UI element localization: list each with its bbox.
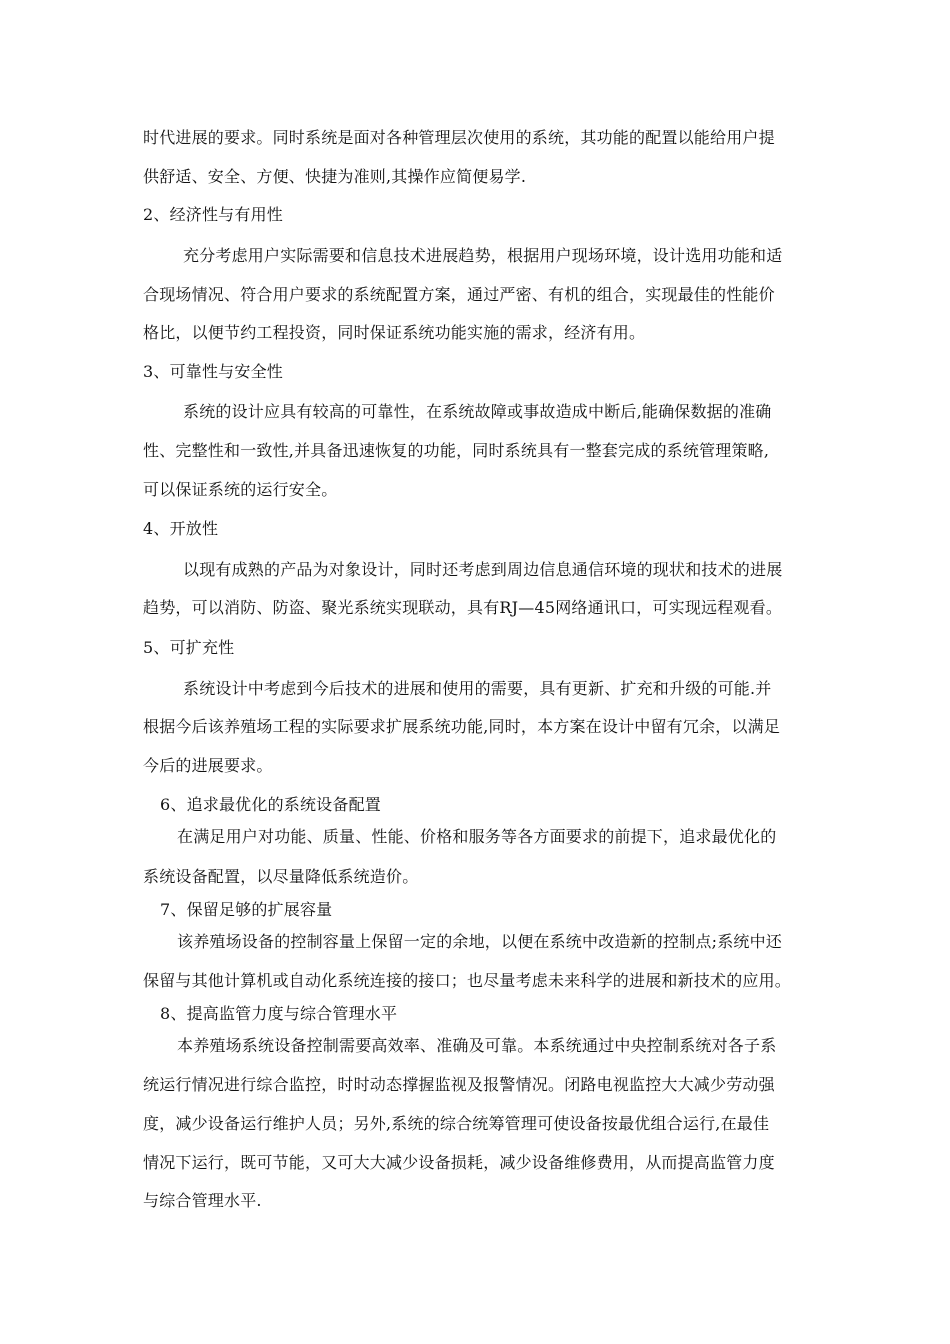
section-2-line-2: 合现场情况、符合用户要求的系统配置方案，通过严密、有机的组合，实现最佳的性能价: [143, 285, 775, 304]
section-2-line-3: 格比，以便节约工程投资，同时保证系统功能实施的需求，经济有用。: [143, 323, 646, 342]
section-4-line-2: 趋势，可以消防、防盗、聚光系统实现联动，具有RJ—45网络通讯口，可实现远程观看。: [143, 598, 783, 617]
intro-line-1: 时代进展的要求。同时系统是面对各种管理层次使用的系统，其功能的配置以能给用户提: [143, 128, 775, 147]
section-8-line-3: 度，减少设备运行维护人员；另外,系统的综合统筹管理可使设备按最优组合运行,在最佳: [143, 1114, 770, 1133]
section-7-line-2: 保留与其他计算机或自动化系统连接的接口；也尽量考虑未来科学的进展和新技术的应用。: [143, 971, 792, 990]
section-6-line-2: 系统设备配置，以尽量降低系统造价。: [143, 867, 419, 886]
section-8-line-1: 本养殖场系统设备控制需要高效率、准确及可靠。本系统通过中央控制系统对各子系: [177, 1036, 777, 1055]
section-3-line-2: 性、完整性和一致性,并具备迅速恢复的功能，同时系统具有一整套完成的系统管理策略,: [143, 441, 770, 460]
section-8-line-2: 统运行情况进行综合监控，时时动态撑握监视及报警情况。闭路电视监控大大减少劳动强: [143, 1075, 775, 1094]
section-2-heading: 2、经济性与有用性: [143, 205, 283, 224]
section-8-line-5: 与综合管理水平.: [143, 1191, 262, 1210]
section-3-line-3: 可以保证系统的运行安全。: [143, 480, 338, 499]
section-6-line-1: 在满足用户对功能、质量、性能、价格和服务等各方面要求的前提下，追求最优化的: [177, 827, 777, 846]
section-2-line-1: 充分考虑用户实际需要和信息技术进展趋势，根据用户现场环境，设计选用功能和适: [183, 246, 783, 265]
section-3-line-1: 系统的设计应具有较高的可靠性，在系统故障或事故造成中断后,能确保数据的准确: [183, 402, 772, 421]
section-7-line-1: 该养殖场设备的控制容量上保留一定的余地，以便在系统中改造新的控制点;系统中还: [177, 932, 782, 951]
section-4-line-1: 以现有成熟的产品为对象设计，同时还考虑到周边信息通信环境的现状和技术的进展: [183, 560, 783, 579]
section-5-line-1: 系统设计中考虑到今后技术的进展和使用的需要，具有更新、扩充和升级的可能.并: [183, 679, 772, 698]
section-3-heading: 3、可靠性与安全性: [143, 362, 283, 381]
section-6-heading: 6、追求最优化的系统设备配置: [160, 795, 381, 814]
section-5-line-2: 根据今后该养殖场工程的实际要求扩展系统功能,同时，本方案在设计中留有冗余，以满足: [143, 717, 781, 736]
section-5-heading: 5、可扩充性: [143, 638, 235, 657]
section-8-heading: 8、提高监管力度与综合管理水平: [160, 1004, 398, 1023]
section-8-line-4: 情况下运行，既可节能，又可大大减少设备损耗，减少设备维修费用，从而提高监管力度: [143, 1153, 775, 1172]
intro-line-2: 供舒适、安全、方便、快捷为准则,其操作应简便易学.: [143, 167, 527, 186]
section-4-heading: 4、开放性: [143, 519, 219, 538]
section-5-line-3: 今后的进展要求。: [143, 756, 273, 775]
section-7-heading: 7、保留足够的扩展容量: [160, 900, 333, 919]
